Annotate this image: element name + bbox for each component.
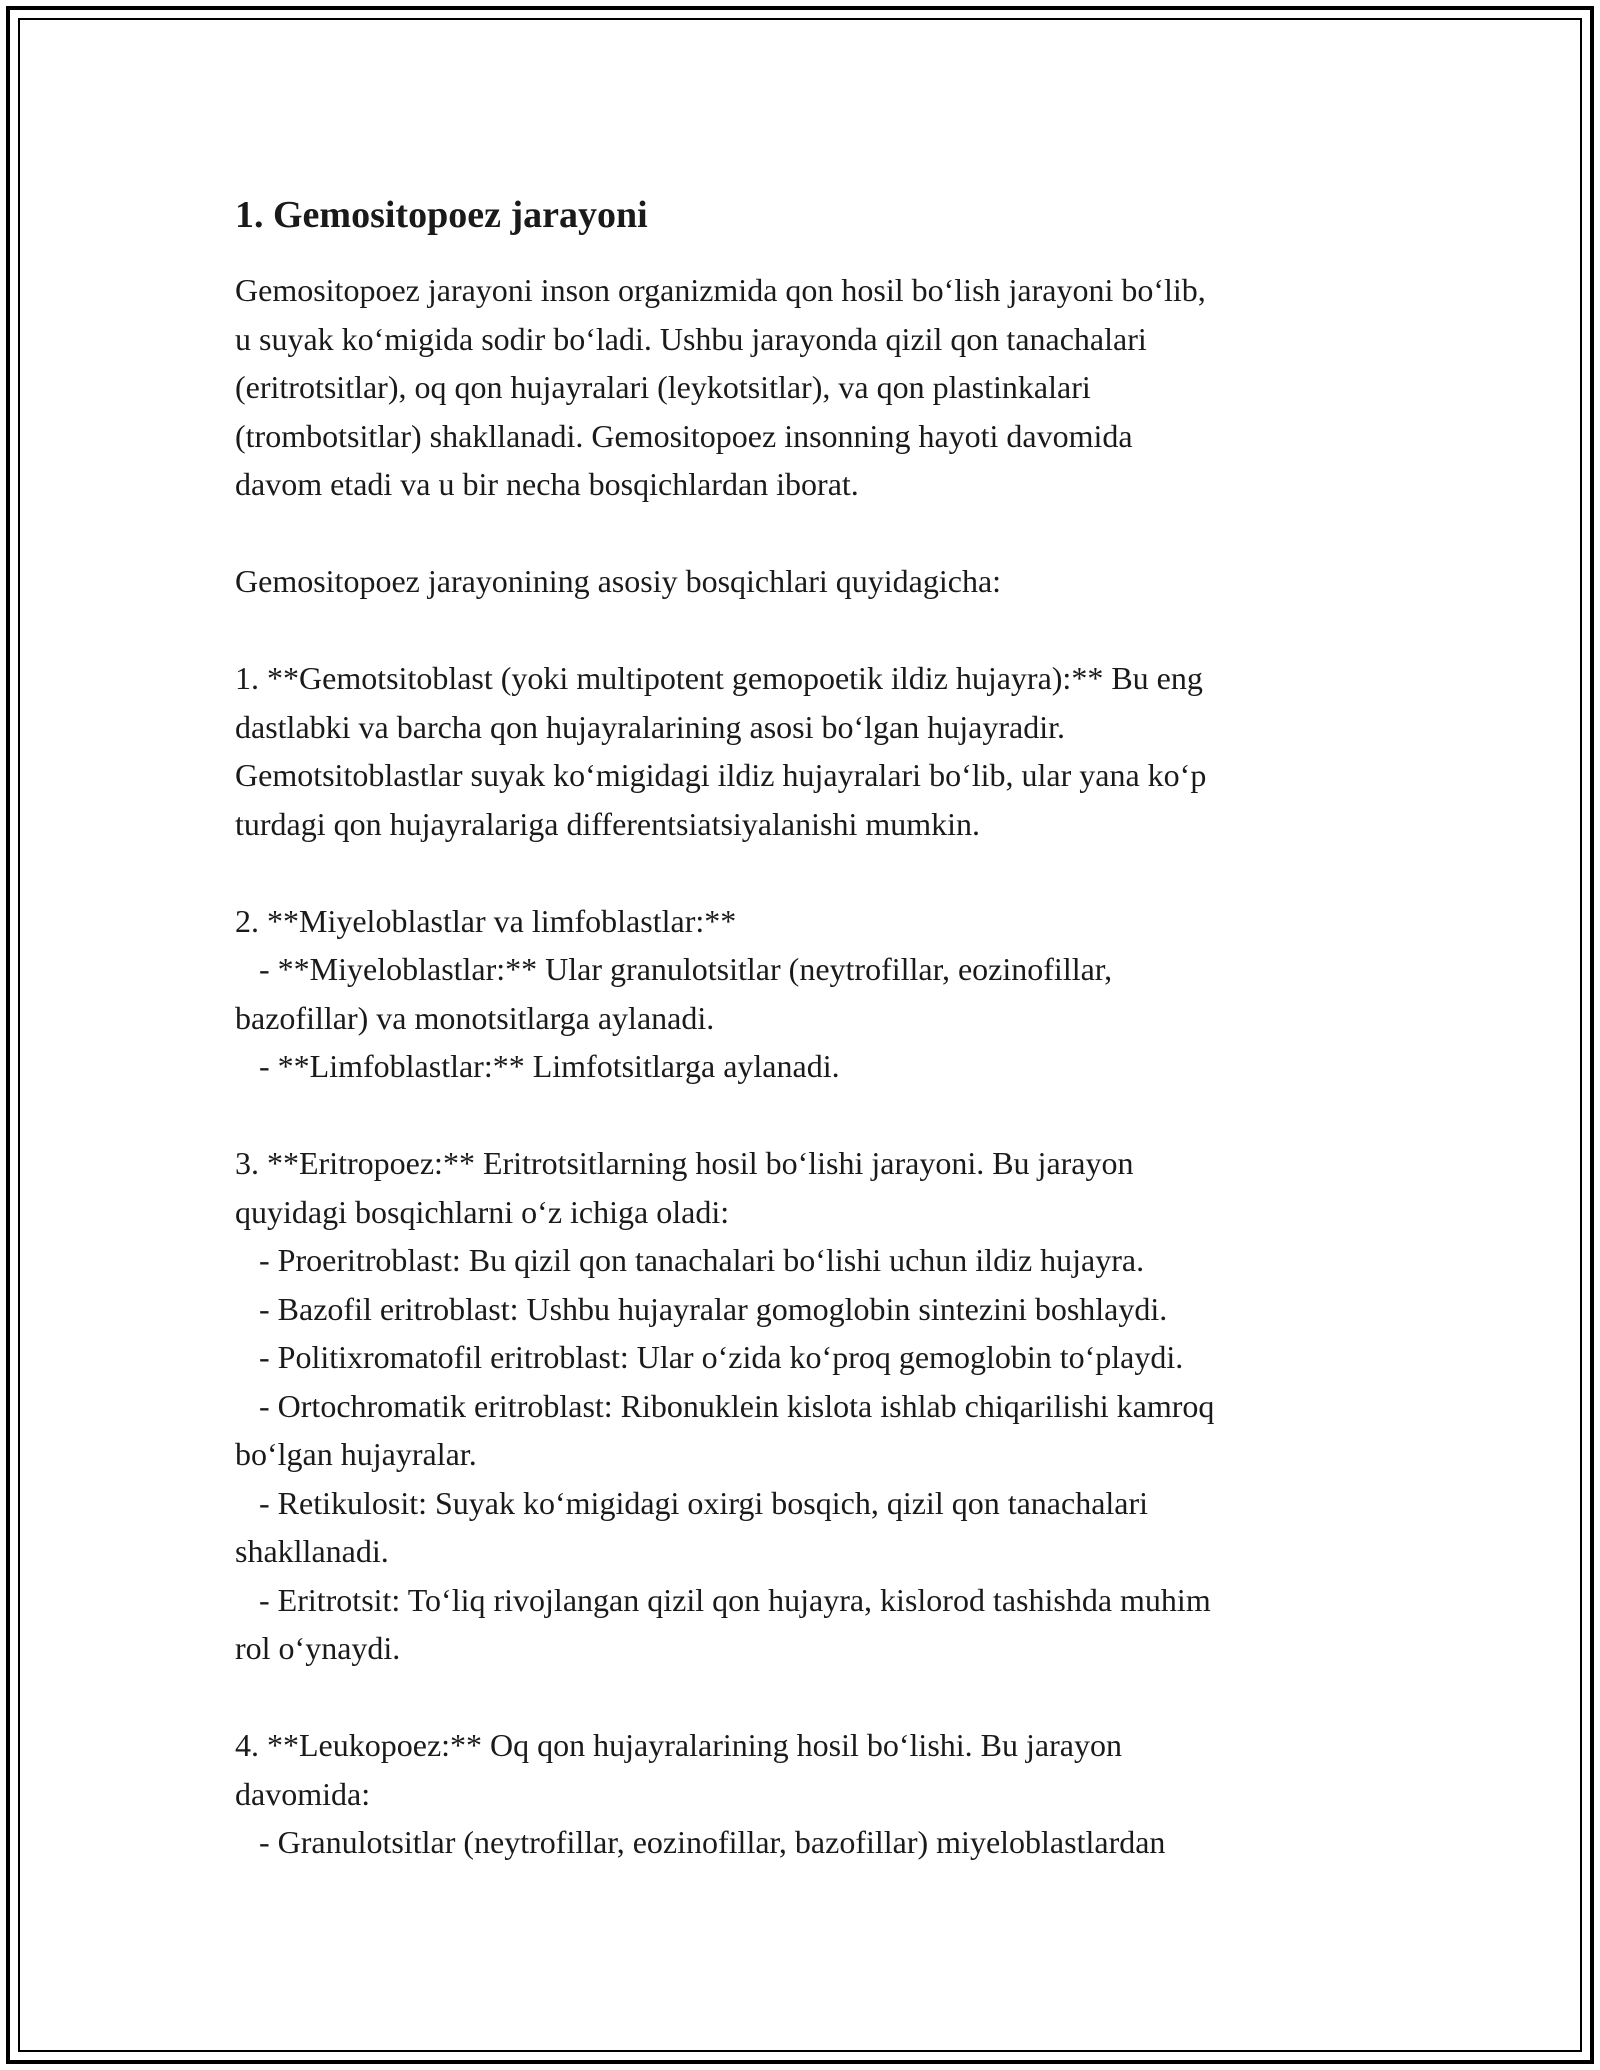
- stage-1-paragraph: 1. **Gemotsitoblast (yoki multipotent gemopoetik ildiz hujayra):** Bu eng dastlabki va barcha qon hujayralarining asosi bo‘lgan hujayradir. Gemotsitoblastlar suyak ko‘migidagi ildiz hujayralari bo‘lib, ular yana ko‘p turdagi qon hujayralariga differentsiatsiyalanishi mumkin.: [235, 660, 1207, 842]
- document-body: [235, 186, 1365, 1867]
- paragraph-gap: [235, 1673, 1365, 1722]
- paragraph-gap: [235, 848, 1365, 897]
- stages-intro-paragraph: Gemositopoez jarayonining asosiy bosqichlari quyidagicha:: [235, 563, 1002, 599]
- stage-2-paragraph: 2. **Miyeloblastlar va limfoblastlar:** - **Miyeloblastlar:** Ular granulotsitlar (neytrofillar, eozinofillar, bazofillar) va monotsitlarga aylanadi. - **Limfoblastlar:** Limfotsitlarga aylanadi.: [235, 902, 1113, 1084]
- paragraph-gap: [235, 509, 1365, 558]
- paragraph-gap: [235, 1091, 1365, 1140]
- stage-4-paragraph: 4. **Leukopoez:** Oq qon hujayralarining hosil bo‘lishi. Bu jarayon davomida: - Granulotsitlar (neytrofillar, eozinofillar, bazofillar) miyeloblastlardan: [235, 1727, 1166, 1860]
- page-title: 1. Gemositopoez jarayoni: [235, 194, 648, 236]
- intro-paragraph: Gemositopoez jarayoni inson organizmida qon hosil bo‘lish jarayoni bo‘lib, u suyak ko‘migida sodir bo‘ladi. Ushbu jarayonda qizil qon tanachalari (eritrotsitlar), oq qon hujayralari (leykotsitlar), va qon plastinkalari (trombotsitlar) shakllanadi. Gemositopoez insonning hayoti davomida davom etadi va u bir necha bosqichlardan iborat.: [235, 272, 1206, 502]
- stage-3-paragraph: 3. **Eritropoez:** Eritrotsitlarning hosil bo‘lishi jarayoni. Bu jarayon quyidagi bosqichlarni o‘z ichiga oladi: - Proeritroblast: Bu qizil qon tanachalari bo‘lishi uchun ildiz hujayra. - Bazofil eritroblast: Ushbu hujayralar gomoglobin sintezini boshlaydi. - Politixromatofil eritroblast: Ular o‘zida ko‘proq gemoglobin to‘playdi. - Ortochromatik eritroblast: Ribonuklein kislota ishlab chiqarilishi kamroq bo‘lgan hujayralar. - Retikulosit: Suyak ko‘migidagi oxirgi bosqich, qizil qon tanachalari shakllanadi. - Eritrotsit: To‘liq rivojlangan qizil qon hujayra, kislorod tashishda muhim rol o‘ynaydi.: [235, 1145, 1215, 1666]
- paragraph-gap: [235, 606, 1365, 655]
